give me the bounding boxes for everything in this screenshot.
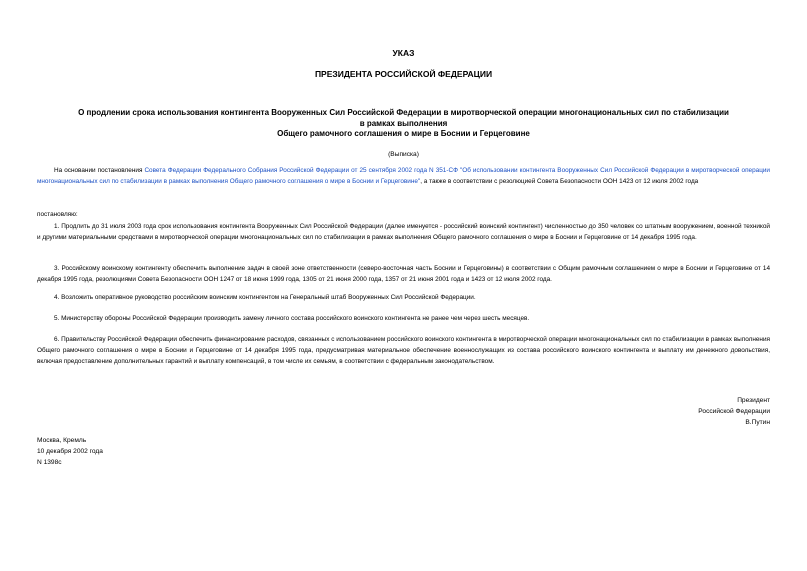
item-3: 3. Российскому воинскому контингенту обеспечить выполнение задач в своей зоне ответственности (северо-восточная часть Боснии и Герцеговины) в соответствии с Общим рамочным соглашением о мире в Боснии и Герцеговине от 14 декабря 1995 года, резолюциями Совета Безопасности ООН 1247 от 18 июня 1999 года, 1305 от 21 июня 2000 года, 1357 от 21 июня 2001 года и 1423 от 12 июля 2002 года.	[37, 265, 770, 283]
document-authority: ПРЕЗИДЕНТА РОССИЙСКОЙ ФЕДЕРАЦИИ	[314, 69, 493, 79]
item-5: 5. Министерству обороны Российской Федерации производить замену личного состава российского воинского контингента не ранее чем через шесть месяцев.	[54, 315, 530, 322]
signature-name: В.Путин	[745, 418, 770, 426]
signature-block	[570, 396, 770, 428]
federation-council-resolution-link[interactable]: Совета Федерации Федерального Собрания Российской Федерации от 25 сентября 2002 года N 351-СФ "Об использовании контингента Вооруженных Сил Российской Федерации в миротворческой операции многонациональных сил по стабилизации в рамках выполнения Общего рамочного соглашения о мире в Боснии и Герцеговине"	[37, 167, 770, 185]
subject-line-3: Общего рамочного соглашения о мире в Боснии и Герцеговине	[277, 129, 530, 138]
decree-word: постановляю:	[37, 211, 78, 218]
place-date-block	[37, 436, 103, 468]
preamble-paragraph	[37, 166, 770, 188]
subject-line-2: в рамках выполнения	[359, 118, 448, 128]
preamble-prefix: На основании постановления	[54, 167, 145, 174]
subject-line-1: О продлении срока использования контингента Вооруженных Сил Российской Федерации в миротворческой операции многонациональных сил по стабилизации	[78, 108, 729, 117]
item-6: 6. Правительству Российской Федерации обеспечить финансирование расходов, связанных с использованием российского воинского контингента в миротворческой операции многонациональных сил по стабилизации в рамках выполнения Общего рамочного соглашения о мире в Боснии и Герцеговине от 14 декабря 1995 года, предусматривая материальное обеспечение военнослужащих из состава российского воинского контингента и выплату им денежного довольствия, включая предоставление дополнительных гарантий и выплату компенсаций, в том числе их семьям, в соответствии с федеральным законодательством.	[37, 336, 770, 365]
preamble-suffix: , а также в соответствии с резолюцией Совета Безопасности ООН 1423 от 12 июля 2002 года	[420, 177, 699, 185]
item-1: 1. Продлить до 31 июля 2003 года срок использования контингента Вооруженных Сил Российской Федерации (далее именуется - российский воинский контингент) численностью до 350 человек со штатным вооружением, военной техникой и другими материальными средствами в миротворческой операции многонациональных сил по стабилизации в рамках выполнения Общего рамочного соглашения о мире в Боснии и Герцеговине от 14 декабря 1995 года.	[37, 223, 770, 241]
decree-number: N 1398с	[37, 458, 62, 466]
document-title: УКАЗ	[392, 48, 415, 58]
item-4: 4. Возложить оперативное руководство российским воинским контингентом на Генеральный штаб Вооруженных Сил Российской Федерации.	[54, 294, 476, 301]
excerpt-note: (Выписка)	[388, 151, 419, 158]
signature-country: Российской Федерации	[698, 407, 770, 415]
date: 10 декабря 2002 года	[37, 447, 103, 455]
signature-title: Президент	[737, 397, 770, 404]
place: Москва, Кремль	[37, 437, 87, 444]
document-subject	[37, 108, 770, 140]
